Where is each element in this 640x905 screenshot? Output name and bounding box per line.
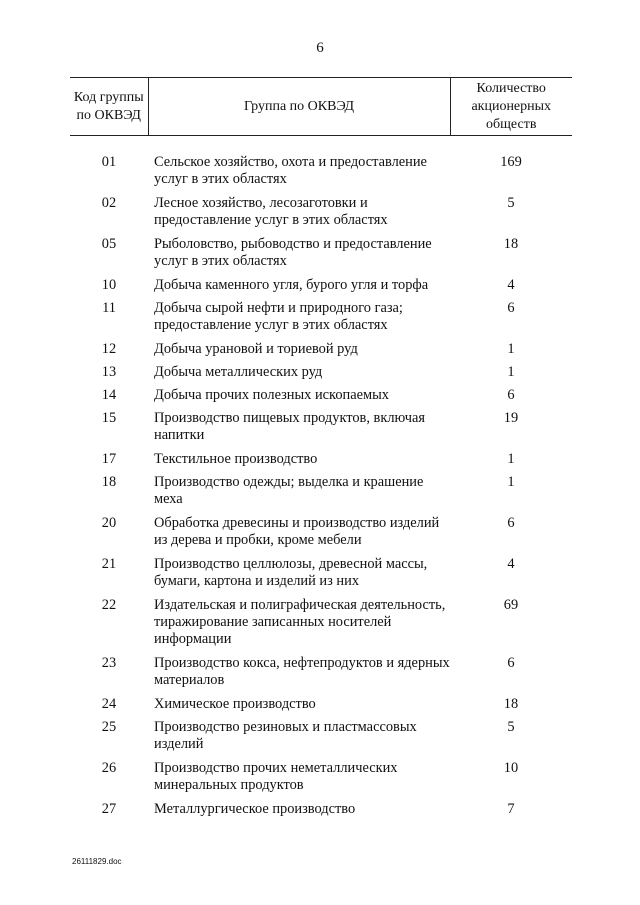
row-count: 1: [507, 474, 515, 490]
row-group-name: Производство одежды; выделка и крашение меха: [154, 474, 424, 507]
table-row: [70, 696, 572, 719]
row-count: 6: [507, 300, 515, 316]
row-group-name: Добыча каменного угля, бурого угля и торфа: [154, 277, 429, 293]
table-header-row: [70, 78, 572, 136]
table-row: [70, 387, 572, 410]
row-group-name: Издательская и полиграфическая деятельность, тиражирование записанных носителей информации: [154, 597, 446, 647]
row-group-name: Химическое производство: [154, 696, 316, 712]
table-row: [70, 719, 572, 760]
row-group-name: Производство прочих неметаллических минеральных продуктов: [154, 760, 398, 793]
row-code: 22: [101, 597, 117, 613]
table-row: [70, 195, 572, 236]
table-row: [70, 801, 572, 824]
row-group-name: Текстильное производство: [154, 451, 318, 467]
table-row: [70, 277, 572, 300]
table-row: [70, 556, 572, 597]
row-group-name: Лесное хозяйство, лесозаготовки и предоставление услуг в этих областях: [154, 195, 388, 228]
row-group-name: Производство целлюлозы, древесной массы, бумаги, картона и изделий из них: [154, 556, 428, 589]
row-code: 17: [101, 451, 117, 467]
row-count: 1: [507, 364, 515, 380]
row-code: 23: [101, 655, 117, 671]
row-group-name: Производство кокса, нефтепродуктов и ядерных материалов: [154, 655, 450, 688]
row-code: 24: [101, 696, 117, 712]
table-row: [70, 474, 572, 515]
row-code: 26: [101, 760, 117, 776]
row-group-name: Металлургическое производство: [154, 801, 356, 817]
row-count: 7: [507, 801, 515, 817]
header-count: Количество акционерных обществ: [450, 78, 572, 136]
page-number: 6: [316, 40, 324, 56]
row-code: 20: [101, 515, 117, 531]
row-group-name: Обработка древесины и производство изделий из дерева и пробки, кроме мебели: [154, 515, 440, 548]
row-count: 6: [507, 515, 515, 531]
row-code: 15: [101, 410, 117, 426]
okved-table: [70, 77, 572, 824]
table-row: [70, 451, 572, 474]
row-code: 05: [101, 236, 117, 252]
header-group: Группа по ОКВЭД: [148, 78, 450, 136]
row-code: 18: [101, 474, 117, 490]
row-code: 25: [101, 719, 117, 735]
row-group-name: Рыболовство, рыбоводство и предоставление услуг в этих областях: [154, 236, 432, 269]
row-count: 10: [503, 760, 519, 776]
row-code: 02: [101, 195, 117, 211]
row-group-name: Добыча сырой нефти и природного газа; предоставление услуг в этих областях: [154, 300, 403, 333]
row-count: 1: [507, 341, 515, 357]
row-code: 27: [101, 801, 117, 817]
table-row: [70, 655, 572, 696]
row-count: 5: [507, 195, 515, 211]
row-code: 14: [101, 387, 117, 403]
table-row: [70, 515, 572, 556]
row-count: 4: [507, 277, 515, 293]
row-count: 169: [500, 154, 522, 170]
table-row: [70, 597, 572, 655]
row-code: 01: [101, 154, 117, 170]
row-code: 11: [102, 300, 116, 316]
row-count: 4: [507, 556, 515, 572]
table-row: [70, 364, 572, 387]
header-code: Код группы по ОКВЭД: [70, 78, 148, 136]
row-group-name: Производство пищевых продуктов, включая напитки: [154, 410, 425, 443]
row-code: 10: [101, 277, 117, 293]
row-count: 18: [503, 236, 519, 252]
row-count: 18: [503, 696, 519, 712]
row-group-name: Добыча металлических руд: [154, 364, 323, 380]
row-count: 5: [507, 719, 515, 735]
table-row: [70, 300, 572, 341]
row-code: 13: [101, 364, 117, 380]
row-code: 12: [101, 341, 117, 357]
row-count: 69: [503, 597, 519, 613]
row-group-name: Добыча урановой и ториевой руд: [154, 341, 358, 357]
row-group-name: Добыча прочих полезных ископаемых: [154, 387, 389, 403]
row-count: 1: [507, 451, 515, 467]
row-count: 19: [503, 410, 519, 426]
row-group-name: Производство резиновых и пластмассовых изделий: [154, 719, 417, 752]
table-row: [70, 760, 572, 801]
table-row: [70, 236, 572, 277]
row-count: 6: [507, 387, 515, 403]
document-filename: 26111829.doc: [72, 857, 122, 866]
row-code: 21: [101, 556, 117, 572]
row-group-name: Сельское хозяйство, охота и предоставление услуг в этих областях: [154, 154, 427, 187]
row-count: 6: [507, 655, 515, 671]
table-row: [70, 410, 572, 451]
table-row: [70, 341, 572, 364]
table-row: [70, 154, 572, 195]
